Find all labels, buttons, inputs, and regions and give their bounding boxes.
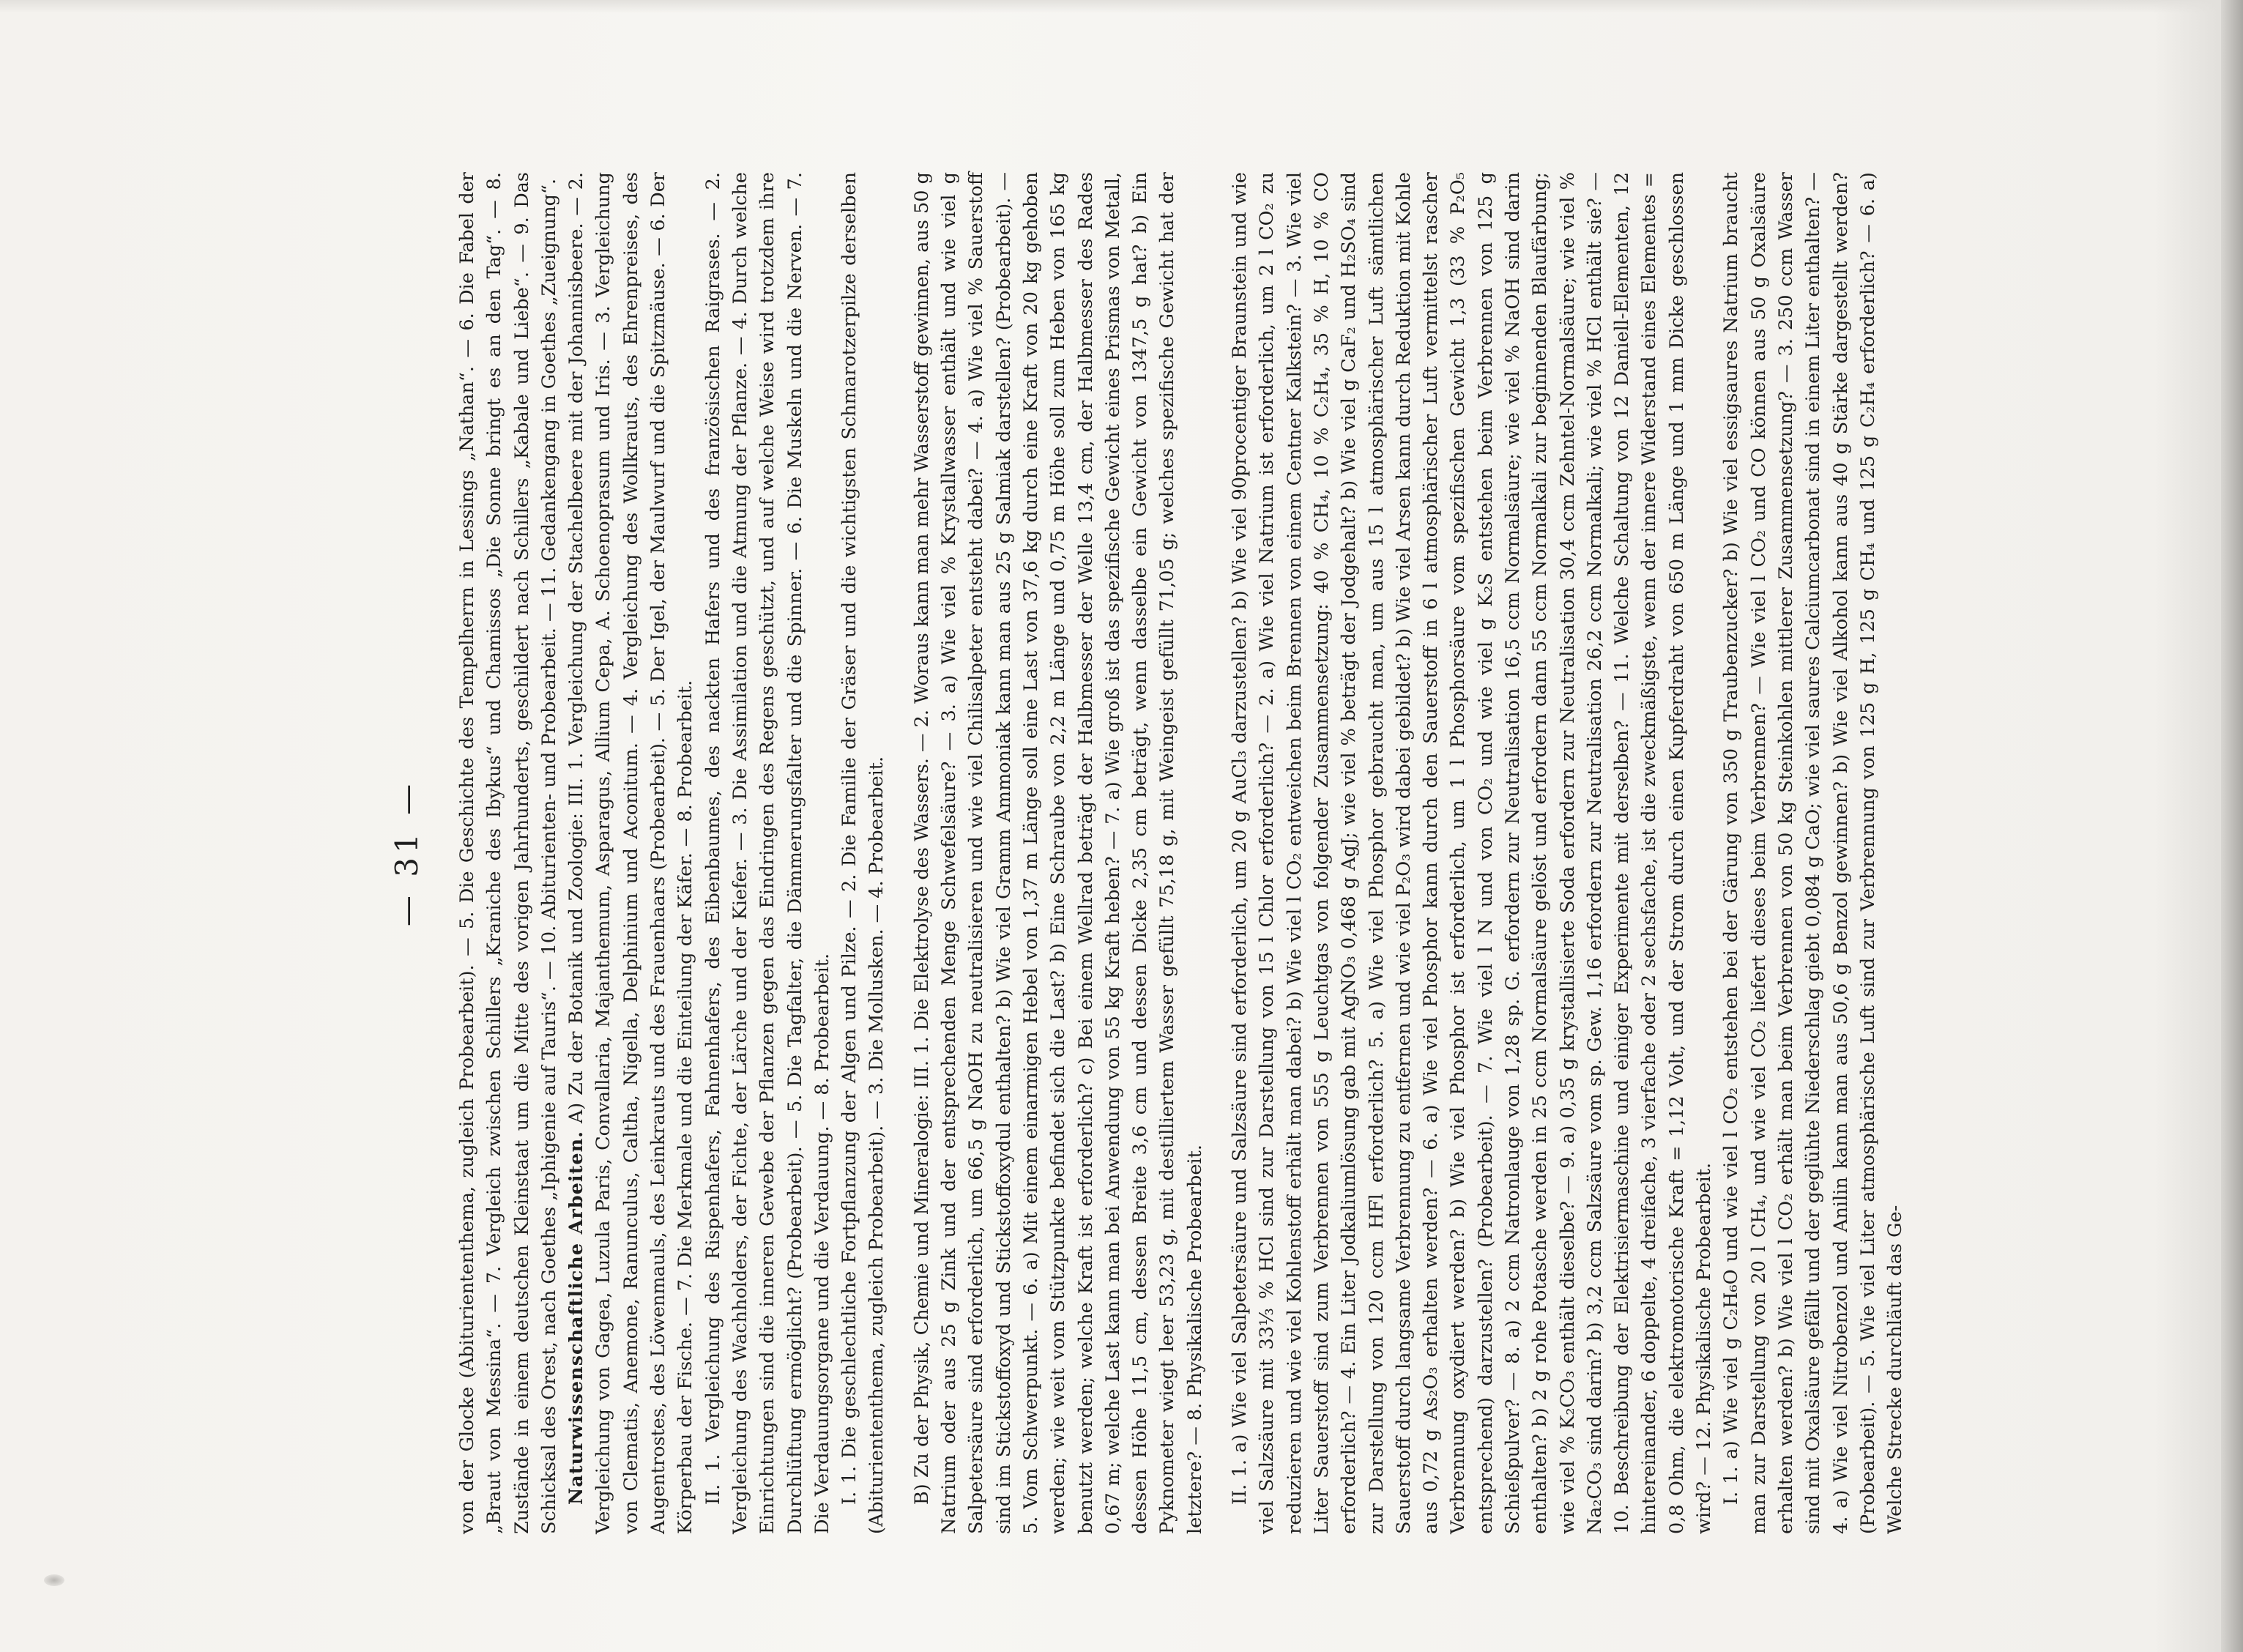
paragraph-botany-zoology-ii: II. 1. Vergleichung des Rispenhafers, Fahnenhafers, des Eibenbaumes, des nackten Hafers und des französischen Raigrases. — 2. Vergleichung des Wachholders, der Fichte, der Lärche und der Kiefer. — 3. Die Assimilation und die Atmung der Pflanze. — 4. Durch welche Einrichtungen sind die inneren Gewebe der Pflanzen gegen das Eindringen des Regens geschützt, und auf welche Weise wird trotzdem ihre Durchlüftung ermöglicht? (Probearbeit). — 5. Die Tagfalter, die Dämmerungsfalter und die Spinner. — 6. Die Muskeln und die Nerven. — 7. Die Verdauungsorgane und die Verdauung. — 8. Probearbeit. (702, 172, 833, 1534)
paragraph-botany-zoology-i: I. 1. Die geschlechtliche Fortpflanzung der Algen und Pilze. — 2. Die Familie der Gräser und die wichtigsten Schmarotzerpilze derselben (Abituriententhema, zugleich Probearbeit). — 3. Die Mollusken. — 4. Probearbeit. (838, 172, 888, 1534)
scan-top-shadow (0, 0, 2243, 13)
paragraph-physics-chemistry-iii: B) Zu der Physik, Chemie und Mineralogie: III. 1. Die Elektrolyse des Wassers. — 2. Woraus kann man mehr Wasserstoff gewinnen, aus 50 g Natrium oder aus 25 g Zink und der entsprechenden Menge Schwefelsäure? — 3. a) Wie viel % Krystallwasser enthält und wie viel g Salpetersäure sind erforderlich, um 66,5 g NaOH zu neutralisieren und wie viel Chilisalpeter entsteht dabei? — 4. a) Wie viel % Sauerstoff sind im Stickstoffoxyd und Stickstoffoxydul enthalten? b) Wie viel Gramm Ammoniak kann man aus 25 g Salmiak darstellen? (Probearbeit). — 5. Vom Schwerpunkt. — 6. a) Mit einem einarmigen Hebel von 1,37 m Länge soll eine Last von 37,6 kg durch eine Kraft von 20 kg gehoben werden; wie weit vom Stützpunkte befindet sich die Last? b) Eine Schraube von 2,2 m Länge und 0,75 m Höhe soll zum Heben von 165 kg benutzt werden; welche Kraft ist erforderlich? c) Bei einem Wellrad beträgt der Halbmesser der Welle 13,4 cm, der Halbmesser des Rades 0,67 m; welche Last kann man bei Anwendung von 55 kg Kraft heben? — 7. a) Wie groß ist das spezifische Gewicht eines Prismas von Metall, dessen Höhe 11,5 cm, dessen Breite 3,6 cm und dessen Dicke 2,35 cm beträgt, wenn dasselbe ein Gewicht von 1347,5 g hat? b) Ein Pyknometer wiegt leer 53,23 g, mit destilliertem Wasser gefüllt 75,18 g, mit Weingeist gefüllt 71,05 g; welches spezifische Gewicht hat der letztere? — 8. Physikalische Probearbeit. (910, 172, 1206, 1534)
paragraph-text: A) Zu der Botanik und Zoologie: III. 1. Vergleichung der Stachelbeere mit der Johannisbeere. — 2. Vergleichung von Gagea, Luzula Paris, Convallaria, Majanthemum, Asparagus, Allium Cepa, A. Schoenoprasum und Iris. — 3. Vergleichung von Clematis, Anemone, Ranunculus, Caltha, Nigella, Delphinium und Aconitum. — 4. Vergleichung des Wollkrauts, des Ehrenpreises, des Augentrostes, des Löwenmauls, des Leinkrauts und des Frauenhaars (Probearbeit). — 5. Der Igel, der Maulwurf und die Spitzmäuse. — 6. Der Körperbau der Fische. — 7. Die Merkmale und die Einteilung der Käfer. — 8. Probearbeit. (565, 172, 697, 1534)
scan-smudge (44, 1574, 64, 1586)
scan-right-edge (2221, 0, 2243, 1652)
paragraph-german-essays-end: von der Glocke (Abituriententhema, zugleich Probearbeit). — 5. Die Geschichte des Tempelherrn in Lessings „Nathan“. — 6. Die Fabel der „Braut von Messina“. — 7. Vergleich zwischen Schillers „Kraniche des Ibykus“ und Chamissos „Die Sonne bringt es an den Tag“. — 8. Zustände in einem deutschen Kleinstaat um die Mitte des vorigen Jahrhunderts, geschildert nach Schillers „Kabale und Liebe“. — 9. Das Schicksal des Orest, nach Goethes „Iphigenie auf Tauris“. — 10. Abiturienten- und Probearbeit. — 11. Gedankengang in Goethes „Zueignung“. (456, 172, 560, 1534)
paragraph-gap (1209, 172, 1227, 1534)
paragraph-botany-zoology-iii (563, 172, 699, 1534)
rotated-book-page (389, 172, 1907, 1534)
section-heading-natural-science: Naturwissenschaftliche Arbeiten. (565, 1130, 588, 1505)
page-body (454, 172, 1909, 1534)
page-number: — 31 — (389, 779, 425, 927)
paragraph-physics-chemistry-i: I. 1. a) Wie viel g C₂H₆O und wie viel l CO₂ entstehen bei der Gärung von 350 g Traubenzucker? b) Wie viel essigsaures Natrium braucht man zur Darstellung von 20 l CH₄, und wie viel CO₂ liefert dieses beim Verbrennen? — Wie viel l CO₂ und CO können aus 50 g Oxalsäure erhalten werden? b) Wie viel l CO₂ erhält man beim Verbrennen von 50 kg Steinkohlen mittlerer Zusammensetzung? — 3. 250 ccm Wasser sind mit Oxalsäure gefällt und der geglühte Niederschlag giebt 0,084 g CaO; wie viel saures Calciumcarbonat sind in einem Liter enthalten? — 4. a) Wie viel Nitrobenzol und Anilin kann man aus 50,6 g Benzol gewinnen? b) Wie viel Alkohol kann aus 40 g Stärke dargestellt werden? (Probearbeit). — 5. Wie viel Liter atmosphärische Luft sind zur Verbrennung von 125 g H, 125 g CH₄ und 125 g C₂H₄ erforderlich? — 6. a) Welche Strecke durchläuft das Ge- (1720, 172, 1907, 1534)
paragraph-physics-chemistry-ii: II. 1. a) Wie viel Salpetersäure und Salzsäure sind erforderlich, um 20 g AuCl₃ darzustellen? b) Wie viel 90procentiger Braunstein und wie viel Salzsäure mit 33⅓ % HCl sind zur Darstellung von 15 l Chlor erforderlich? — 2. a) Wie viel Natrium ist erforderlich, um 2 l CO₂ zu reduzieren und wie viel Kohlenstoff erhält man dabei? b) Wie viel l CO₂ entweichen beim Brennen von einem Centner Kalkstein? — 3. Wie viel Liter Sauerstoff sind zum Verbrennen von 555 g Leuchtgas von folgender Zusammensetzung: 40 % CH₄, 10 % C₂H₄, 35 % H, 10 % CO erforderlich? — 4. Ein Liter Jodkaliumlösung gab mit AgNO₃ 0,468 g AgJ; wie viel % beträgt der Jodgehalt? b) Wie viel g CaF₂ und H₂SO₄ sind zur Darstellung von 120 ccm HFl erforderlich? 5. a) Wie viel Phosphor gebraucht man, um aus 15 l atmosphärischer Luft sämtlichen Sauerstoff durch langsame Verbrennung zu entfernen und wie viel P₂O₃ wird dabei gebildet? b) Wie viel Arsen kann durch Reduktion mit Kohle aus 0,72 g As₂O₃ erhalten werden? — 6. a) Wie viel Phosphor kann durch den Sauerstoff in 6 l atmosphärischer Luft vermittelst rascher Verbrennung oxydiert werden? b) Wie viel Phosphor ist erforderlich, um 1 l Phosphorsäure vom spezifischen Gewicht 1,3 (33 % P₂O₅ entsprechend) darzustellen? (Probearbeit). — 7. Wie viel l N und von CO₂ und wie viel g K₂S entstehen beim Verbrennen von 125 g Schießpulver? — 8. a) 2 ccm Natronlauge von 1,28 sp. G. erfordern zur Neutralisation 16,5 ccm Normalsäure; wie viel % NaOH sind darin enthalten? b) 2 g rohe Potasche werden in 25 ccm Normalsäure gelöst und erfordern dann 55 ccm Normalkali zur beginnenden Blaufärbung; wie viel % K₂CO₃ enthält dieselbe? — 9. a) 0,35 g krystallisierte Soda erfordern zur Neutralisation 30,4 ccm Zehntel-Normalsäure; wie viel % Na₂CO₃ sind darin? b) 3,2 ccm Salzsäure vom sp. Gew. 1,16 erfordern zur Neutralisation 26,2 ccm Normalkali; wie viel % HCl enthält sie? — 10. Beschreibung der Elektrisiermaschine und einiger Experimente mit derselben? — 11. Welche Schaltung von 12 Daniell-Elementen, 12 hintereinander, 6 doppelte, 4 dreifache, 3 vierfache oder 2 sechsfache, ist die zweckmäßigste, wenn der innere Widerstand eines Elementes = 0,8 Ohm, die elektromotorische Kraft = 1,12 Volt, und der Strom durch einen Kupferdraht von 650 m Länge und 1 mm Dicke geschlossen wird? — 12. Physikalische Probearbeit. (1229, 172, 1716, 1534)
paragraph-gap (891, 172, 909, 1534)
